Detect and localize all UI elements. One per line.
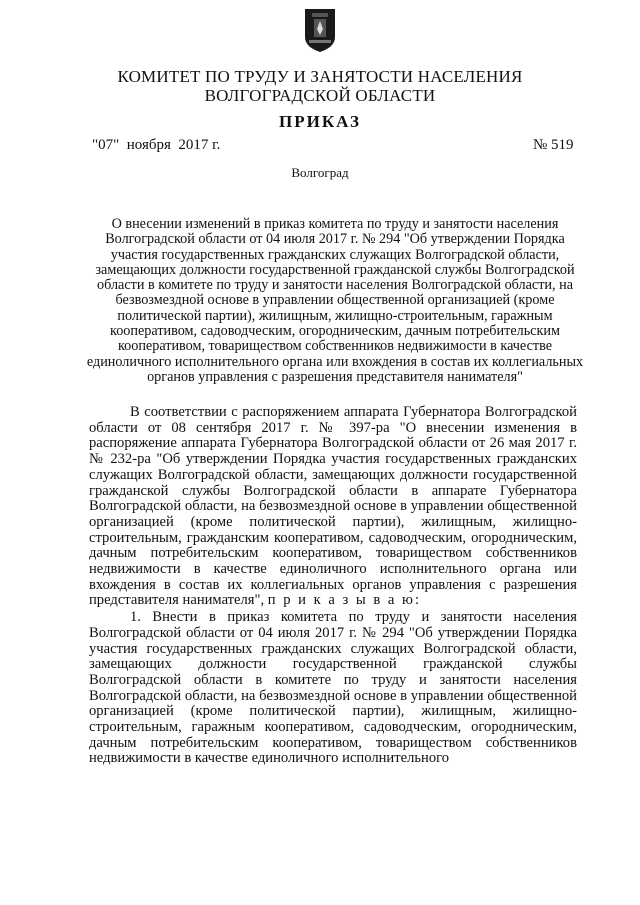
order-date: "07" ноября 2017 г. [92,137,221,153]
document-type: ПРИКАЗ [279,112,361,131]
order-subject: О внесении изменений в приказ комитета по труду и занятости населения Волгоградской области от 04 июля 2017 г. № 294 "Об утверждении Порядка участия государственных гражданских служащих Волгоградской области, замещающих должности государственной гражданской службы Волгоградской области в комитете по труду и занятости населения Волгоградской области, на безвозмездной основе в управлении общественной организацией (кроме политической партии), жилищным, жилищно-строительным, гаражным кооперативом, садоводческим, огородническим, дачным потребительским кооперативом, товариществом собственников недвижимости в качестве единоличного исполнительного органа или вхождения в состав их коллегиальных органов управления с разрешения представителя нанимателя" [86,216,584,385]
coat-of-arms-icon [303,7,337,53]
clause-1-paragraph: 1. Внести в приказ комитета по труду и занятости населения Волгоградской области от 04 июля 2017 г. № 294 "Об утверждении Порядка участия государственных гражданских служащих Волгоградской области, замещающих должности государственной гражданской службы Волгоградской области в комитете по труду и занятости населения Волгоградской области, на безвозмездной основе в управлении общественной организацией (кроме политической партии), жилищным, жилищно-строительным, гаражным кооперативом, садоводческим, огородническим, дачным потребительским кооперативом, товариществом собственников недвижимости в качестве единоличного исполнительного [89,609,577,767]
city-name: Волгоград [291,165,349,180]
org-name-line1: КОМИТЕТ ПО ТРУДУ И ЗАНЯТОСТИ НАСЕЛЕНИЯ [117,67,523,86]
preamble-text: В соответствии с распоряжением аппарата Губернатора Волгоградской области от 08 сентября 2017 г. № 397-ра "О внесении изменения в распоряжение аппарата Губернатора Волгоградской области от 26 мая 2017 г. № 232-ра "Об утверждении Порядка участия государственных гражданских служащих Волгоградской области, замещающих должности государственной гражданской службы Волгоградской области в аппарате Губернатора Волгоградской области, на безвозмездной основе в управлении общественной организацией (кроме политической партии), жилищным, жилищно-строительным, гражданским кооперативом, садоводческим, огородническим, дачным потребительским кооперативом, товариществом собственников недвижимости в качестве единоличного исполнительного органа или вхождения в состав их коллегиальных органов управления с разрешения представителя нанимателя", [89,404,577,609]
org-name-line2: ВОЛГОГРАДСКОЙ ОБЛАСТИ [204,86,436,105]
order-word: п р и к а з ы в а ю: [267,592,421,609]
order-number: № 519 [533,137,574,153]
order-body [89,405,577,767]
preamble-paragraph [89,405,577,609]
